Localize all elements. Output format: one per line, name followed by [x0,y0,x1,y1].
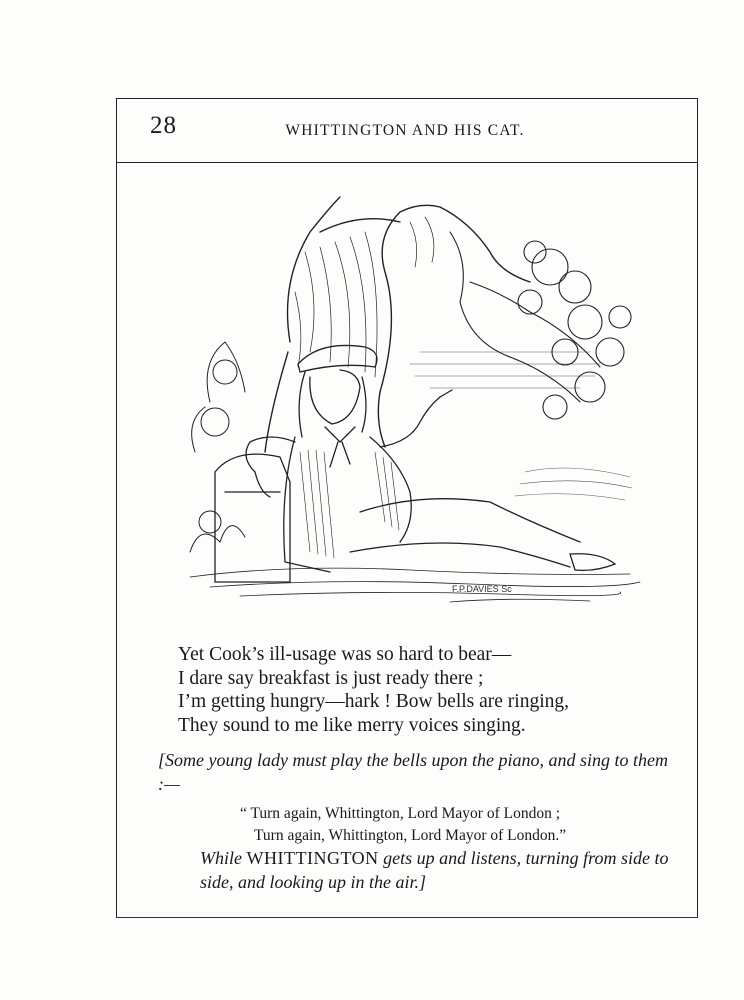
song-lyrics [240,803,566,847]
branch-with-foliage [450,232,631,419]
boy-figure [246,345,615,572]
page-number: 28 [150,112,177,139]
verse-line: They sound to me like merry voices singing. [178,714,526,736]
verse-line: I’m getting hungry—hark ! Bow bells are ringing, [178,691,569,712]
action-text: gets up and listens, turning from side to side, and looking up in the air.] [200,848,669,892]
engraver-signature: F.P.DAVIES Sc [452,584,512,594]
action-prefix: While [200,848,242,868]
song-line: Turn again, Whittington, Lord Mayor of London.” [254,827,567,844]
ground-hatching [190,568,640,602]
coat-hatching [300,450,399,558]
character-name: WHITTINGTON [246,848,379,868]
song-line: “ Turn again, Whittington, Lord Mayor of London ; [240,805,561,822]
milestone [215,454,290,582]
verse-block [178,643,569,737]
stage-direction: [Some young lady must play the bells upon the piano, and sing to them :— [158,750,668,794]
verse-line: Yet Cook’s ill-usage was so hard to bear— [178,644,512,665]
running-title: WHITTINGTON AND HIS CAT. [285,122,525,139]
header-rule [116,162,698,163]
left-foliage [190,342,245,552]
action-direction [200,846,680,894]
tree-trunk [265,197,530,452]
trunk-hatching [295,217,434,377]
verse-line: I dare say breakfast is just ready there ; [178,667,484,689]
engraving-whittington-resting-under-tree [170,192,650,622]
